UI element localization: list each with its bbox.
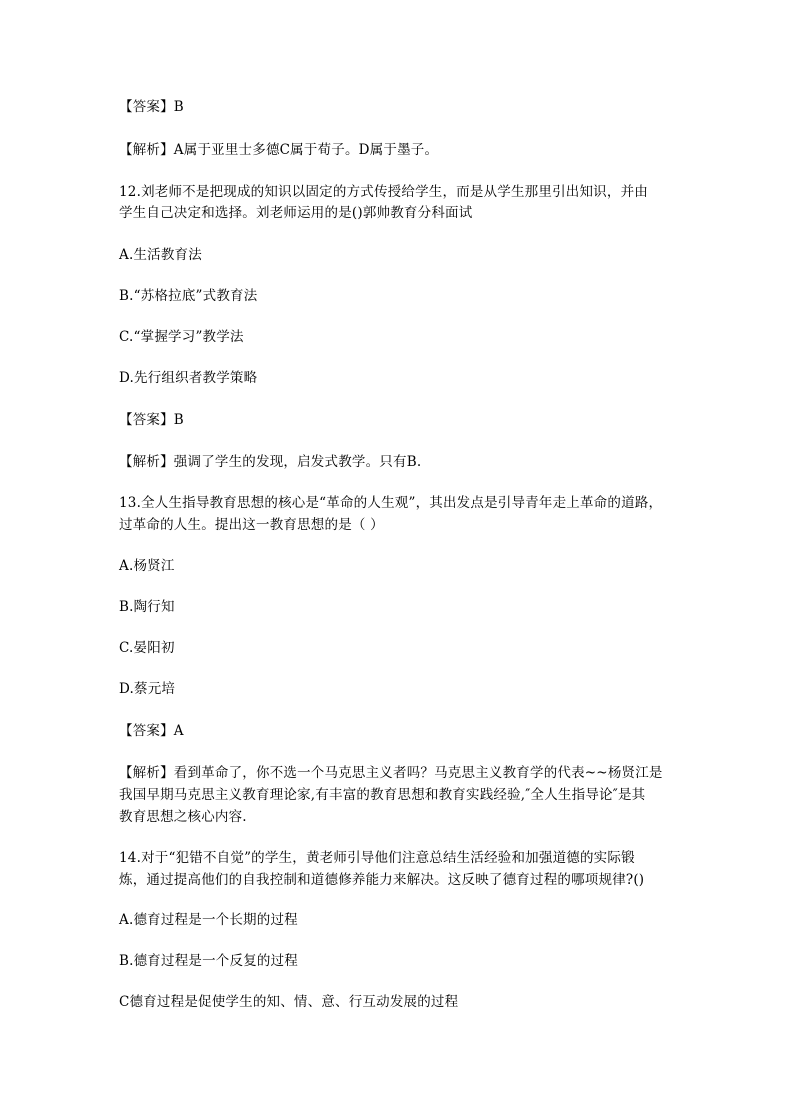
answer-13: 【答案】A [119,723,184,739]
option-12-d: D.先行组织者教学策略 [119,370,258,386]
option-12-b: B.“苏格拉底”式教育法 [119,288,258,304]
question-14-line-1: 14.对于“犯错不自觉”的学生，黄老师引导他们注意总结生活经验和加强道德的实际锻 [119,850,635,866]
answer-12: 【答案】B [119,412,184,428]
question-13-line-1: 13.全人生指导教育思想的核心是“革命的人生观”，其出发点是引导青年走上革命的道路， [119,495,663,511]
analysis-12: 【解析】强调了学生的发现，启发式教学。只有B. [119,454,422,470]
analysis-11: 【解析】A属于亚里士多德C属于荀子。D属于墨子。 [119,142,439,158]
question-14-line-2: 炼，通过提高他们的自我控制和道德修养能力来解决。这反映了德育过程的哪项规律?() [119,872,645,888]
option-14-c: C德育过程是促使学生的知、情、意、行互动发展的过程 [119,994,459,1010]
option-13-a: A.杨贤江 [119,558,175,574]
option-14-a: A.德育过程是一个长期的过程 [119,912,298,928]
question-12-line-1: 12.刘老师不是把现成的知识以固定的方式传授给学生，而是从学生那里引出知识，并由 [119,184,648,200]
question-12-line-2: 学生自己决定和选择。刘老师运用的是()郭帅教育分科面试 [119,205,473,221]
question-13-line-2: 过革命的人生。提出这一教育思想的是（ ） [119,517,384,533]
analysis-13-line-3: 教育思想之核心内容. [119,809,247,825]
answer-11: 【答案】B [119,99,184,115]
analysis-13-line-2: 我国早期马克思主义教育理论家,有丰富的教育思想和教育实践经验,″全人生指导论″是其 [119,787,646,803]
option-12-a: A.生活教育法 [119,247,202,263]
option-12-c: C.“掌握学习”教学法 [119,329,244,345]
option-13-c: C.晏阳初 [119,640,175,656]
option-13-d: D.蔡元培 [119,681,176,697]
option-14-b: B.德育过程是一个反复的过程 [119,953,299,969]
option-13-b: B.陶行知 [119,599,175,615]
analysis-13-line-1: 【解析】看到革命了，你不选一个马克思主义者吗？马克思主义教育学的代表~~杨贤江是 [119,765,663,781]
